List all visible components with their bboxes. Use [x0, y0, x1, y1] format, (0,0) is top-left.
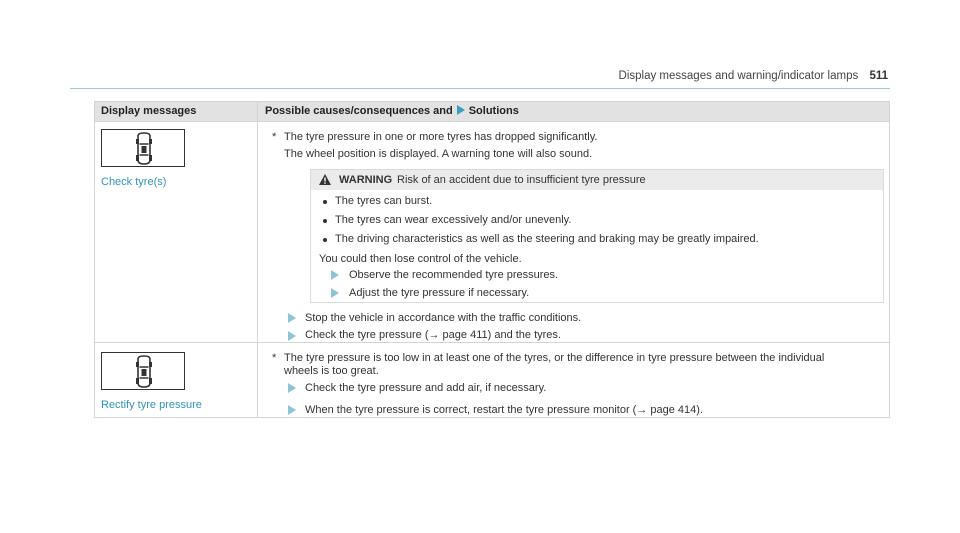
bullet: [323, 219, 327, 223]
footnote-marker: *: [272, 352, 277, 364]
cause-line: wheels is too great.: [284, 365, 379, 377]
car-top-view-icon: [101, 352, 185, 390]
bullet: [323, 200, 327, 204]
step-arrow-icon: [288, 405, 296, 415]
bullet: [323, 238, 327, 242]
footnote-marker: *: [272, 131, 277, 143]
row-divider: [95, 342, 889, 343]
col-header-causes-text: Possible causes/consequences and: [265, 105, 453, 117]
divider: [95, 121, 889, 122]
header-title: Display messages and warning/indicator lamps: [618, 70, 859, 82]
warning-bullet: The driving characteristics as well as the steering and braking may be greatly impaired.: [335, 233, 759, 245]
warning-triangle-icon: [319, 174, 331, 185]
step-arrow-icon: [288, 331, 296, 341]
header-rule: [70, 88, 890, 89]
solutions-arrow-icon: [457, 105, 465, 115]
step-arrow-icon: [331, 270, 339, 280]
warning-bullet: The tyres can burst.: [335, 195, 433, 207]
solution-step: When the tyre pressure is correct, restart the tyre pressure monitor (→ page 414).: [305, 404, 703, 416]
table-header: [95, 102, 889, 121]
solution-step: Stop the vehicle in accordance with the traffic conditions.: [305, 312, 582, 324]
cause-line: The tyre pressure is too low in at least one of the tyres, or the difference in tyre pressure between the individual: [284, 352, 825, 364]
warning-title: WARNING: [339, 174, 393, 186]
message-check-tyres: Check tyre(s): [101, 176, 167, 188]
warning-box: [310, 169, 884, 303]
step-arrow-icon: [288, 383, 296, 393]
warning-consequence: You could then lose control of the vehicle.: [319, 253, 522, 265]
col-header-causes-solutions: [265, 102, 519, 121]
step-arrow-icon: [331, 288, 339, 298]
solution-step: Check the tyre pressure and add air, if necessary.: [305, 382, 547, 394]
page-number: 511: [869, 70, 888, 82]
col-header-display-messages: Display messages: [101, 105, 197, 117]
display-messages-table: [94, 101, 890, 418]
step-arrow-icon: [288, 313, 296, 323]
warning-step: Observe the recommended tyre pressures.: [349, 269, 559, 281]
cause-line: The tyre pressure in one or more tyres has dropped significantly.: [284, 131, 598, 143]
column-divider: [257, 102, 258, 417]
message-rectify-tyre-pressure: Rectify tyre pressure: [101, 399, 202, 411]
warning-bullet: The tyres can wear excessively and/or unevenly.: [335, 214, 572, 226]
col-header-solutions-text: Solutions: [468, 105, 519, 117]
warning-text: Risk of an accident due to insufficient tyre pressure: [397, 174, 646, 186]
cause-line: The wheel position is displayed. A warning tone will also sound.: [284, 148, 593, 160]
car-top-view-icon: [101, 129, 185, 167]
page-header: [613, 70, 888, 82]
solution-step: Check the tyre pressure (→ page 411) and the tyres.: [305, 329, 561, 341]
warning-header: [311, 170, 883, 190]
warning-step: Adjust the tyre pressure if necessary.: [349, 287, 530, 299]
